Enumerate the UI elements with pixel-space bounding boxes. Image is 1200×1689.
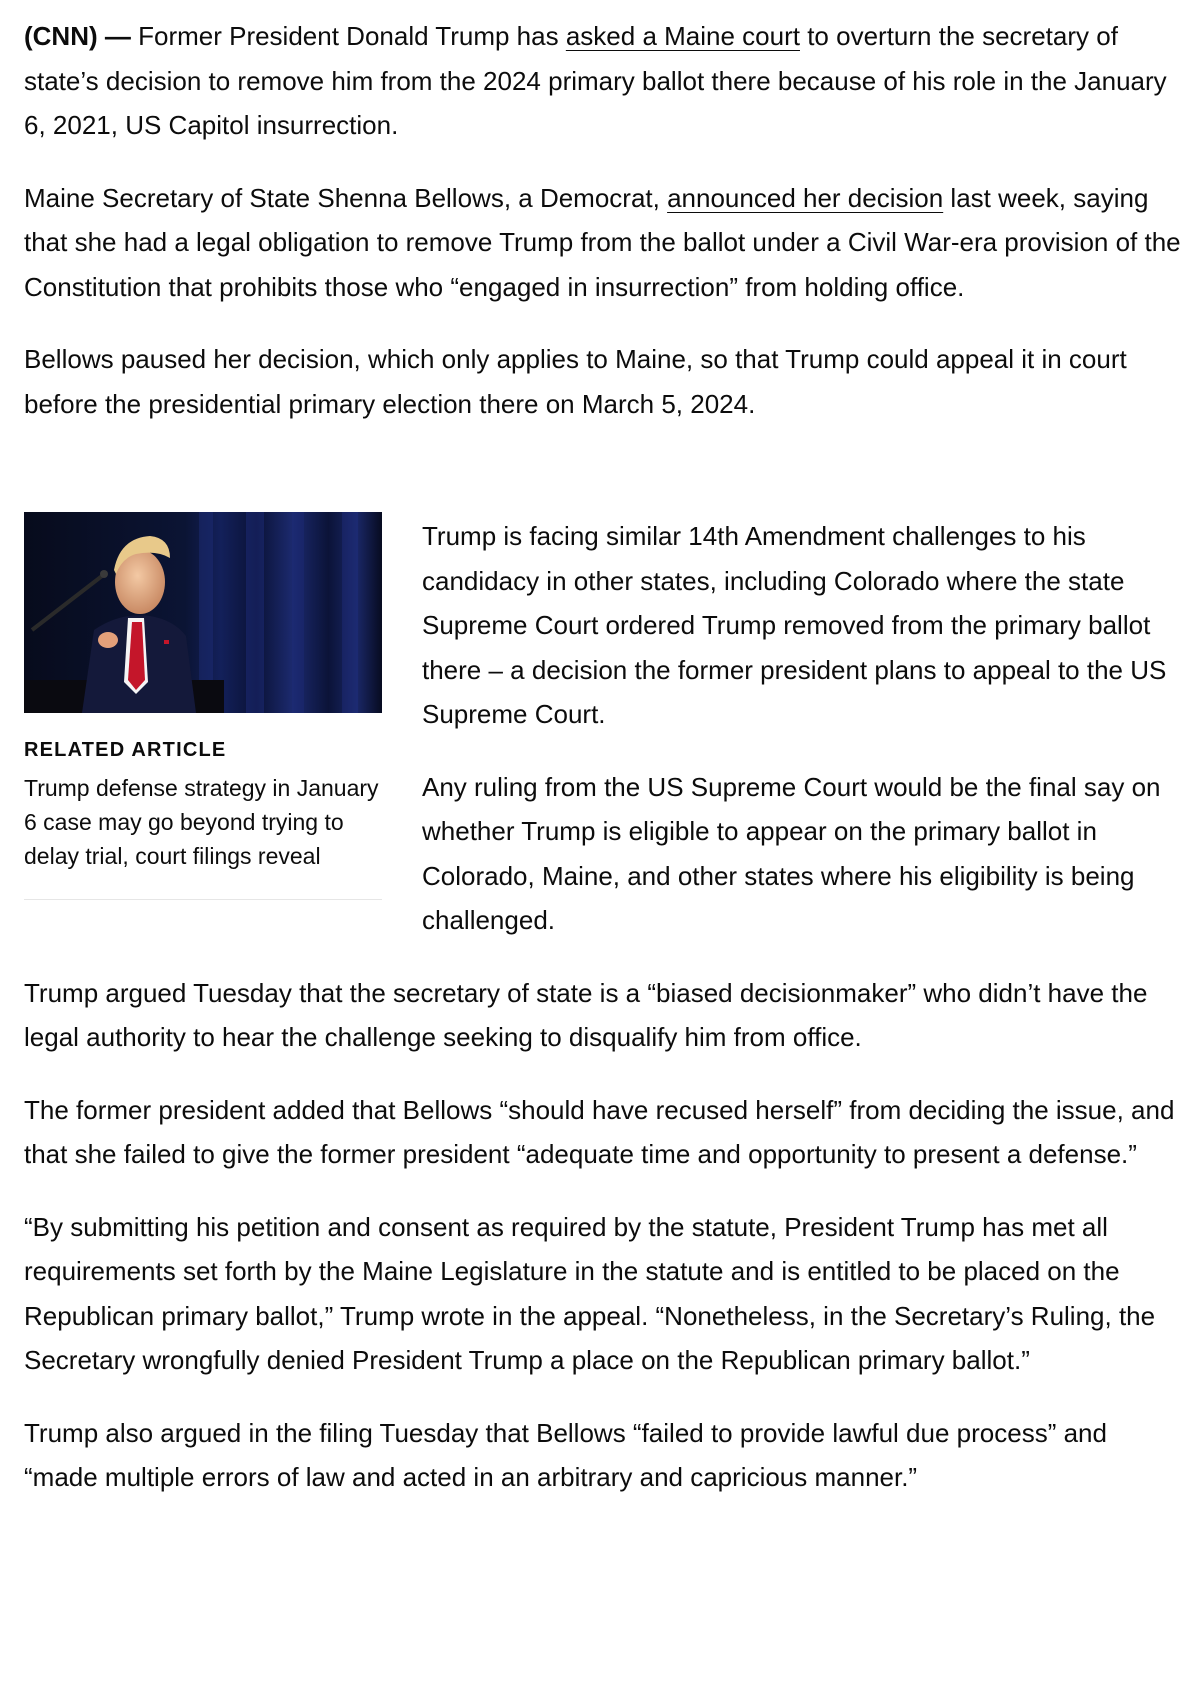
related-article-image[interactable] — [24, 512, 382, 713]
related-article-photo-illustration — [24, 512, 382, 713]
paragraph-text: Former President Donald Trump has — [130, 21, 566, 51]
dateline: (CNN) — — [24, 21, 131, 51]
article-paragraph-8: “By submitting his petition and consent as required by the statute, President Trump has met all requirements set forth by the Maine Legislature in the statute and is entitled to be placed on the Republican primary ballot,” Trump wrote in the appeal. “Nonetheless, in the Secretary’s Ruling, the Secretary wrongfully denied President Trump a place on the Republican primary ballot.” — [24, 1211, 1156, 1375]
related-article-card[interactable] — [24, 512, 382, 900]
link-asked-maine-court[interactable]: asked a Maine court — [565, 21, 800, 51]
paragraph-text: last week, saying that she had a legal obligation to remove Trump from the ballot under a Civil War-era provision of the Constitution that prohibits those who “engaged in insurrection” from holding office. — [24, 182, 1181, 302]
article-paragraph-6: Trump argued Tuesday that the secretary of state is a “biased decisionmaker” who didn’t have the legal authority to hear the challenge seeking to disqualify him from office. — [24, 977, 1148, 1052]
article-paragraph-2 — [24, 176, 1184, 310]
article-paragraph-5: Any ruling from the US Supreme Court would be the final say on whether Trump is eligible to appear on the primary ballot in Colorado, Maine, and other states where his eligibility is being challenged. — [422, 771, 1161, 935]
paragraph-text: Maine Secretary of State Shenna Bellows, a Democrat, — [24, 182, 668, 213]
paragraph-text: to overturn the secretary of state’s decision to remove him from the 2024 primary ballot there because of his role in the January 6, 2021, US Capitol insurrection. — [24, 21, 1167, 140]
related-article-label: RELATED ARTICLE — [24, 739, 227, 761]
article-paragraph-9: Trump also argued in the filing Tuesday that Bellows “failed to provide lawful due process” and “made multiple errors of law and acted in an arbitrary and capricious manner.” — [24, 1417, 1107, 1492]
article-paragraph-3: Bellows paused her decision, which only applies to Maine, so that Trump could appeal it in court before the presidential primary election there on March 5, 2024. — [24, 344, 1127, 419]
related-article-headline-link[interactable]: Trump defense strategy in January 6 case may go beyond trying to delay trial, court filings reveal — [24, 775, 379, 869]
article-paragraph-1 — [24, 14, 1184, 148]
link-announced-her-decision[interactable]: announced her decision — [667, 182, 944, 213]
article-paragraph-4: Trump is facing similar 14th Amendment challenges to his candidacy in other states, including Colorado where the state Supreme Court ordered Trump removed from the primary ballot there – a decision the former president plans to appeal to the US Supreme Court. — [422, 521, 1167, 729]
article-paragraph-7: The former president added that Bellows “should have recused herself” from deciding the issue, and that she failed to give the former president “adequate time and opportunity to present a defense.” — [24, 1094, 1175, 1169]
